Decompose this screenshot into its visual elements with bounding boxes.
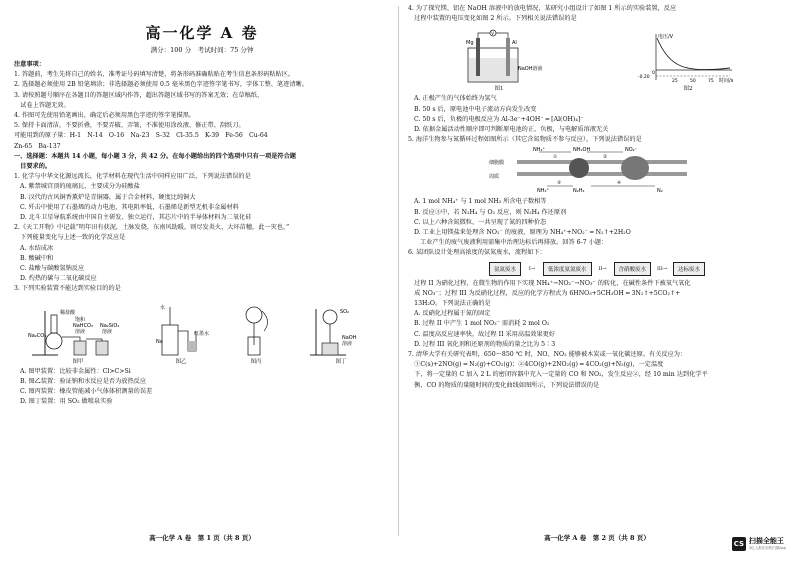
species-n2h4: N₂H₄	[573, 188, 585, 195]
question-6-text: 成 NO₃⁻；过程 III 为反硝化过程，反应的化学方程式为 6HNO₃+5CH₃OH ═ 3N₂↑+5CO₂↑+	[408, 289, 681, 297]
option: A. 水结成冰	[20, 244, 54, 252]
figure-yi	[156, 301, 210, 365]
x-axis-label: 时间/s	[719, 78, 734, 85]
label-dilute-hcl: 稀盐酸	[60, 309, 76, 316]
page-footer: 高一化学 A 卷 第 2 页（共 8 页）	[544, 534, 650, 542]
note-line: 4. 作图可先使用铅笔画出，确定后必须用黑色字迹的签字笔描黑。	[14, 112, 196, 120]
camscanner-logo-icon: CS	[732, 537, 746, 551]
flow-box: 氨氮废水	[489, 262, 521, 276]
apparatus-yi-drawing	[156, 301, 210, 357]
note-line: 1. 答题前，考生先将自己的姓名、准考证号码填写清楚，将条形码准确粘贴在考生信息条形码粘贴区。	[14, 71, 295, 79]
flow-box: 达标废水	[673, 262, 705, 276]
option: A. 紫禁城宫顶的琉璃瓦，主要成分为硅酸盐	[20, 183, 140, 191]
flow-step-label: I	[528, 265, 531, 272]
label-so2: SO₂	[340, 308, 350, 315]
question-3: 3. 下列实验装置不能达到实验目的的是	[14, 285, 121, 293]
scanner-watermark	[732, 536, 786, 551]
flow-arrow: I→	[528, 265, 536, 272]
label-saturated: 饱和	[75, 316, 86, 323]
species-nh2oh: NH₂OH	[573, 147, 591, 154]
watermark-tagline: 3亿人都在用的扫描App	[748, 546, 786, 550]
option: B. 过程 II 中产生 1 mol NO₃⁻ 需消耗 2 mol O₂	[414, 320, 550, 328]
apparatus-ding-drawing	[306, 301, 376, 357]
label-na2co3: Na₂CO₃	[28, 332, 47, 339]
option: C. 以上六种含氮微粒，一共呈现了氮的四种价态	[414, 218, 547, 226]
question-7-text: 衡，CO 的物质的量随时间的变化曲线如图所示，下列说法错误的是	[408, 381, 600, 389]
apparatus-bing-drawing	[234, 301, 278, 357]
species-no2: NO₂⁻	[625, 147, 638, 154]
voltmeter-label: V	[491, 31, 495, 37]
question-4-cont: 过程中装置的电压变化如图 2 所示。下列相关说法错误的是	[408, 15, 577, 23]
question-7-text: 下，将一定量的 C 加入 2 L 的密闭容器中充入一定量的 CO 和 NO₂，发生反应②，经 10 min 达到化学平	[408, 371, 708, 379]
question-6-text: 13H₂O。下列说法正确的是	[408, 300, 491, 308]
label-solution: 溶液	[75, 328, 86, 335]
option: B. 酸碱中和	[20, 254, 54, 262]
option: A. 图甲装置：比较非金属性：Cl>C>Si	[20, 367, 131, 375]
option: B. 50 s 后，原电池中电子流动方向发生改变	[414, 105, 537, 113]
nitrogen-cycle-figure	[408, 146, 786, 196]
flow-box: 含硝酸废水	[614, 262, 652, 276]
apparatus-figures	[14, 297, 390, 365]
question-2: 2.《天工开物》中记载“明年田有获泥，土脉发烧，东南风助暖，则尽发炎火，大坏苗穗，此一灾也。”	[14, 224, 290, 232]
option: D. 依据金属活动性顺序即可判断原电池的正、负极，与电解质溶液无关	[414, 126, 609, 134]
note-line: 试卷上答题无效。	[14, 101, 70, 109]
flow-arrow: III→	[656, 265, 668, 272]
periplasm-label: 周质	[489, 174, 500, 181]
question-7: 7. 清华大学有关研究表明，650～850 ℃ 时，NO、NO₂ 能够被木炭或一氧化碳还原。有关反应为：	[408, 351, 687, 359]
process-flow	[408, 262, 786, 276]
step-4: ④	[617, 181, 622, 187]
tick-neg-0.20: -0.20	[638, 75, 650, 81]
flow-box: 低浓度氨氮废水	[543, 262, 592, 276]
label-na2sio3: Na₂SiO₃	[100, 322, 120, 329]
tick-25: 25	[672, 79, 678, 85]
option: C. 盐酸与碳酸氢钠反应	[20, 265, 85, 273]
label-solution: 溶液	[102, 328, 113, 335]
option: C. 图丙装置：橡皮管能减小气体体积测量的误差	[20, 388, 153, 396]
option: C. 温度高反应速率快，故过程 II 采用高温效果更好	[414, 330, 556, 338]
electrode-al: Al	[512, 40, 517, 47]
membrane-label: 细胞膜	[489, 160, 505, 167]
label-nahco3: NaHCO₃	[73, 322, 93, 329]
figure-caption: 图丁	[335, 358, 347, 365]
question-6-text: 过程 II 为硝化过程，在微生物的作用下实现 NH₄⁺→NO₂⁻→NO₃⁻ 的转化，在碱性条件下被氧气氧化	[408, 279, 691, 287]
note-line: 3. 请按照题号顺序在各题目的答题区域内作答，超出答题区域书写的答案无效；在草稿纸、	[14, 91, 264, 99]
section-heading: 一、选择题：本题共 14 小题，每小题 3 分，共 42 分。在每小题给出的四个选项中只有一项是符合题	[14, 152, 296, 160]
label-water: 水	[160, 304, 166, 311]
page-divider	[398, 6, 399, 536]
label-solution: 溶液	[342, 340, 353, 347]
note-line: 5. 保持卡面清洁，不要折叠，不要弄破、弄皱，不准使用涂改液、修正带、刮纸刀。	[14, 122, 245, 130]
figure-jia	[28, 301, 128, 365]
question-1: 1. 化学与中华文化源远流长，化学材料在现代生活中同样应用广泛，下列说法错误的是	[14, 173, 251, 181]
option: A. 反硝化过程属于氮的固定	[414, 310, 491, 318]
figure-2	[636, 30, 740, 92]
step-2: ②	[603, 155, 608, 161]
tick-75: 75	[708, 79, 714, 85]
option: D. 过程 III 氧化剂和还原剂的物质的量之比为 5∶3	[414, 340, 556, 348]
option: C. 歼击中使用了石墨烯的动力电池，其电阻率低，石墨烯是新型无机非金属材料	[20, 203, 239, 211]
watermark-name: 扫描全能王	[748, 537, 784, 545]
option: A. 正极产生的气体始终为氢气	[414, 95, 497, 103]
figure-caption: 图丙	[250, 358, 262, 365]
battery-figures	[408, 26, 786, 92]
question-2-cont: 下列能量变化与上述一致的化学反应是	[14, 234, 126, 242]
page-footer: 高一化学 A 卷 第 1 页（共 8 页）	[149, 534, 255, 542]
electrode-mg: Mg	[466, 40, 474, 47]
step-3: ③	[557, 181, 562, 187]
flow-step-label: III	[656, 265, 663, 272]
label-naoh: NaOH	[342, 334, 357, 341]
voltage-time-graph	[636, 30, 740, 84]
tick-50: 50	[690, 79, 696, 85]
species-n2: N₂	[657, 188, 663, 195]
tick-0: 0	[652, 71, 655, 77]
species-nh4: NH₄⁺	[533, 147, 546, 154]
question-5: 5. 海洋生物参与氮循环过程如图所示（其它含氮物质不参与反应），下列说法错误的是	[408, 136, 642, 144]
option: D. 工业上用镁盐来处理含 NO₂⁻ 的废液，原理为 NH₄⁺+NO₂⁻ ═ N₂↑+2H₂O	[414, 229, 631, 237]
step-1: ①	[553, 155, 558, 161]
flow-arrow: II→	[598, 265, 607, 272]
atomic-mass-line: 可能用到的原子量：H-1 N-14 O-16 Na-23 S-32 Cl-35.5 K-39 Fe-56 Cu-64	[14, 132, 268, 140]
figure-caption: 图1	[494, 86, 504, 93]
option: D. 图丁装置：用 SO₂ 做喷泉实验	[20, 398, 113, 406]
note-line: 2. 选择题必须使用 2B 铅笔填涂；非选择题必须使用 0.5 毫米黑色字迹签字笔书写，字体工整、笔迹清晰。	[14, 81, 308, 89]
label-na: Na	[156, 338, 163, 345]
y-axis-label: 电压/V	[658, 34, 674, 41]
option: D. 灼热的碳与二氧化碳反应	[20, 275, 97, 283]
exam-page-2	[408, 0, 786, 548]
question-4: 4. 为了探究镁、铝在 NaOH 溶液中的放电情况，某研究小组设计了如图 1 所示的实验装置，反应	[408, 5, 677, 12]
option: B. 反应③中，若 N₂H₄ 与 O₂ 反应，则 N₂H₄ 作还原剂	[414, 208, 567, 216]
option: C. 50 s 后，负极的电极反应为 Al-3e⁻+4OH⁻ ═ [Al(OH)₄]⁻	[414, 115, 584, 123]
exam-page-1	[14, 0, 390, 548]
figure-bing	[234, 301, 278, 365]
figure-caption: 图甲	[72, 358, 84, 365]
notes-heading: 注意事项：	[14, 61, 45, 68]
species-nh4-lower: NH₄⁺	[537, 188, 550, 195]
question-7-text: ①C(s)+2NO(g) ═ N₂(g)+CO₂(g)；②4CO(g)+2NO₂(g) ═ 4CO₂(g)+N₂(g)，一定温度	[408, 361, 664, 369]
figure-caption: 图2	[683, 86, 693, 93]
figure-caption: 图乙	[175, 358, 187, 365]
membrane-diagram	[487, 146, 707, 196]
group-note: 工业产生的废气废液利用需集中治理达标后再排放。回答 6-7 小题：	[420, 239, 608, 247]
label-red-ink: 红墨水	[194, 330, 210, 337]
cell-apparatus-drawing	[454, 30, 544, 84]
exam-title: 高一化学 A 卷	[145, 24, 259, 42]
figure-ding	[306, 301, 376, 365]
option: A. 1 mol NH₄⁺ 与 1 mol NH₃ 所含电子数相等	[414, 198, 547, 206]
atomic-mass-line: Zn-65 Ba-137	[14, 142, 61, 150]
apparatus-jia-drawing	[28, 301, 128, 357]
question-6: 6. 某团队设计处理高浓度的氨氮废水，流程如下：	[408, 249, 546, 257]
option: B. 汉代的古风铜香薰炉是青铜器，属于合金材料，硬度比纯铜大	[20, 193, 196, 201]
electrolyte-label: NaOH溶液	[518, 66, 543, 73]
flow-step-label: II	[598, 265, 603, 272]
section-heading: 目要求的。	[14, 163, 52, 171]
figure-1	[454, 30, 544, 92]
exam-subtitle: 满分：100 分 考试时间：75 分钟	[150, 46, 254, 54]
option: B. 图乙装置：验证钠和水反应是否为放热反应	[20, 377, 147, 385]
option: D. 北斗卫星导航系统由中国自主研发、独立运行，其芯片中的半导体材料为二氧化硅	[20, 214, 252, 222]
